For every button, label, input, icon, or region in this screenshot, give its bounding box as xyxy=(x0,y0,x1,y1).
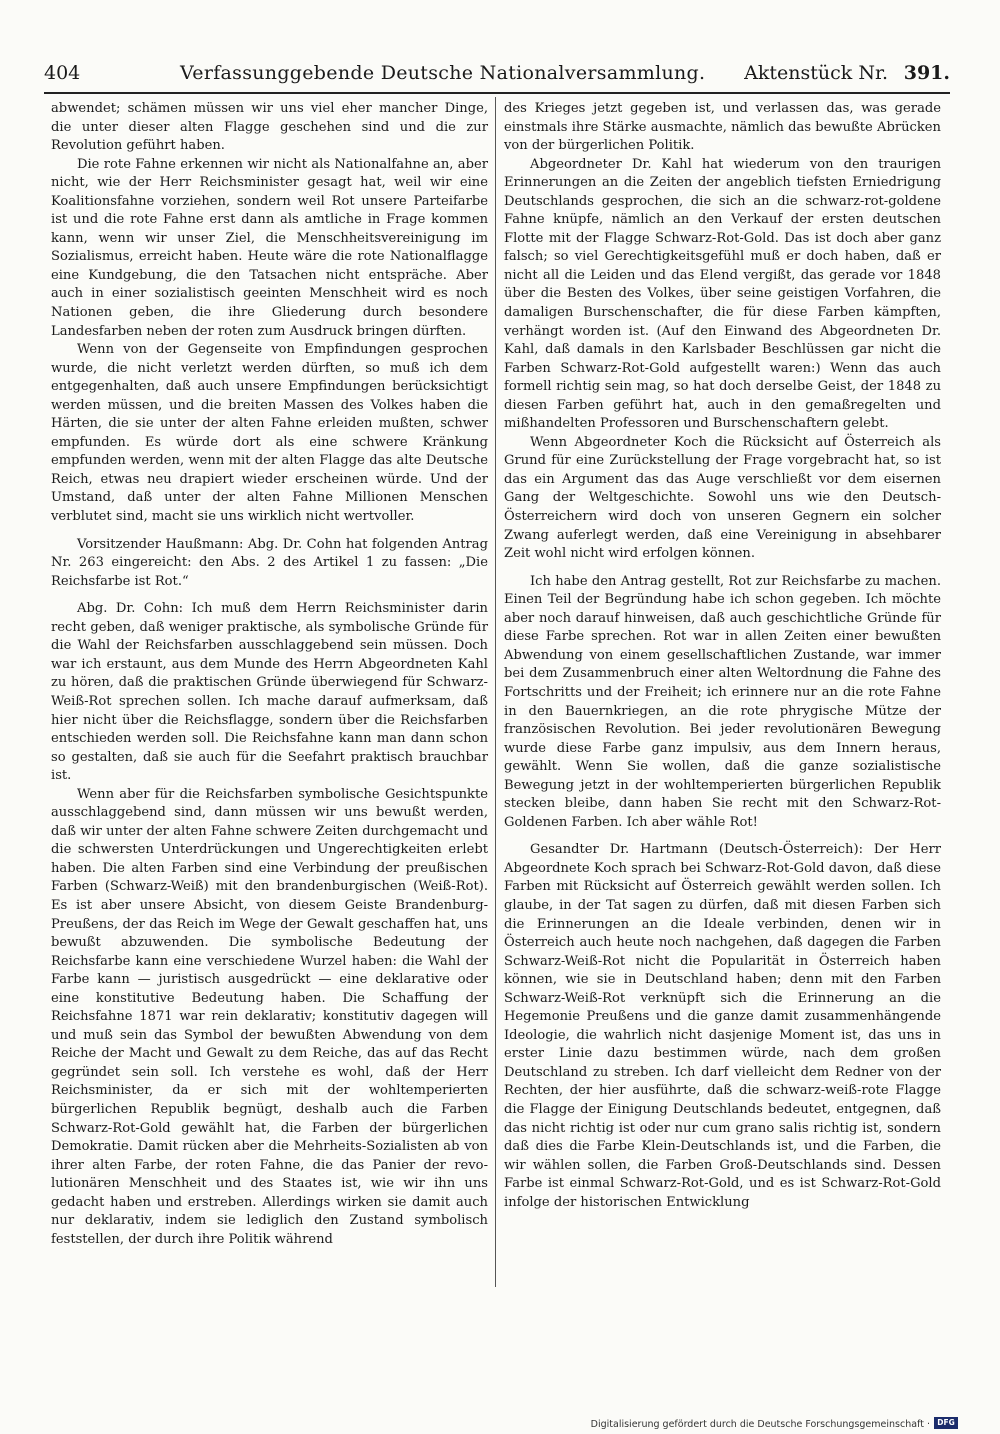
page-header xyxy=(44,58,950,88)
paragraph: abwendet; schämen müssen wir uns viel eher mancher Dinge, die unter dieser alten Flagge geschehen sind und die zur Revolution geführt haben. xyxy=(51,101,488,154)
document-label: Aktenstück Nr. xyxy=(744,62,888,84)
column-divider xyxy=(495,97,496,1287)
paragraph: Vorsitzender Haußmann: Abg. Dr. Cohn hat folgenden Antrag Nr. 263 eingereicht: den Abs. 2 des Artikel 1 zu fassen: „Die Reichsfarbe ist Rot.“ xyxy=(51,536,488,589)
paragraph: des Krieges jetzt gegeben ist, und verlassen das, was gerade einstmals ihre Stärke ausmachte, nämlich das bewußte Abrücken von der bürgerlichen Politik. xyxy=(504,101,941,154)
paragraph: Abgeordneter Dr. Kahl hat wiederum von den traurigen Erinnerungen an die Zeiten der angeblich tiefsten Erniedrigung Deutschlands gesprochen, die sich an die schwarz-rot-goldene Fahne knüpfe, nämlich an den Verkauf der ersten deutschen Flotte mit der Flagge Schwarz-Rot-Gold. Das ist doch aber ganz falsch; so viel Gerechtigkeitsgefühl muß er doch haben, daß er nicht all die Leiden und das Elend vergißt, das gerade vor 1848 über die Besten des Volkes, über seine geistigen Vorfahren, die damaligen Burschenschafter, die für diese Farben kämpften, verhängt worden ist. (Auf den Einwand des Abgeordneten Dr. Kahl, daß damals in den Karlsbader Beschlüssen gar nicht die Farben Schwarz-Rot-Gold aufgestellt waren:) Wenn das auch formell richtig sein mag, so hat doch derselbe Geist, der 1848 zu diesen Farben geführt hat, auch in den gemaßregelten und mißhandelten Professoren und Burschenschaftern gelebt. xyxy=(504,156,941,432)
header-rule xyxy=(44,92,950,94)
paragraph: Wenn von der Gegenseite von Empfindungen gesprochen wurde, die nicht verletzt werden dürften, so muß ich dem entgegenhalten, daß auch unsere Empfindungen berücksichtigt werden müssen, und die breiten Massen des Volkes haben die Härten, die sie unter der alten Fahne erleiden mußten, schwer empfunden. Es würde dort als eine schwere Kränkung empfunden werden, wenn mit der alten Flagge das alte Deutsche Reich, etwas neu drapiert wieder erscheinen würde. Und der Umstand, daß unter der alten Fahne Millionen Menschen verblutet sind, macht sie uns wirklich nicht wertvoller. xyxy=(51,342,488,525)
paragraph: Gesandter Dr. Hartmann (Deutsch-Österreich): Der Herr Abgeordnete Koch sprach bei Schwarz-Rot-Gold davon, daß diese Farben mit Rücksicht auf Österreich gewählt werden sollen. Ich glaube, in der Tat sagen zu dürfen, daß mit diesen Farben sich die Erinnerungen an die Ideale verbinden, denen wir in Österreich auch heute noch nachgehen, daß dagegen die Farben Schwarz-Weiß-Rot nicht die Popularität in Österreich haben können, wie sie in Deutschland haben; denn mit den Farben Schwarz-Weiß-Rot verknüpft sich die Erinnerung an die Hegemonie Preußens und die ganze damit zusammenhängende Ideologie, die wahrlich nicht dasjenige Moment ist, das uns in erster Linie dazu bestimmen würde, nach dem großen Deutschland zu streben. Ich darf vielleicht dem Redner von der Rechten, der hier ausführte, daß die schwarz-weiß-rote Flagge die Flagge der Einigung Deutschlands bedeutet, entgegnen, daß das nicht richtig ist oder nur cum grano salis richtig ist, sondern daß dies die Farbe Klein-Deutschlands ist, und die Farben, die wir wählen sollen, die Farben Groß-Deutschlands sind. Dessen Farbe ist einmal Schwarz-Rot-Gold, und es ist Schwarz-Rot-Gold infolge der historischen Entwicklung xyxy=(504,842,941,1210)
paragraph: Wenn aber für die Reichsfarben symbolische Gesichtspunkte ausschlaggebend sind, dann müssen wir uns bewußt werden, daß wir unter der alten Fahne schwere Zeiten durchgemacht und die schwersten Unterdrückungen und Ungerechtigkeiten erlebt haben. Die alten Farben sind eine Verbindung der preußischen Farben (Schwarz-Weiß) mit den brandenburgischen (Weiß-Rot). Es ist aber unsere Absicht, von diesem Geiste Brandenburg-Preußens, der das Reich im Wege der Gewalt geschaffen hat, uns bewußt abzuwenden. Die symbolische Bedeutung der Reichsfarbe kann eine verschiedene Wurzel haben: die Wahl der Farbe kann — juristisch ausgedrückt — eine deklarative oder eine konstitutive Bedeutung haben. Die Schaffung der Reichsfahne 1871 war rein deklarativ; konstitutiv dagegen will und muß sein das Symbol der bewußten Abwendung von dem Reiche der Macht und Gewalt zu dem Reiche, das auf das Recht gegründet sein soll. Ich verstehe es wohl, daß der Herr Reichsminister, da er sich mit der wohltemperierten bürgerlichen Republik begnügt, deshalb auch die Farben Schwarz-Rot-Gold gewählt hat, die Farben der bürgerlichen Demokratie. Damit rücken aber die Mehrheits-Sozialisten ab von ihrer alten Farbe, der roten Fahne, die das Panier der revolutionären Menschheit und des Staates ist, wie wir ihn uns gedacht haben und erstreben. Allerdings wirken sie damit auch nur deklarativ, indem sie lediglich den Zustand symbolisch feststellen, der durch ihre Politik während xyxy=(51,786,488,1247)
right-column xyxy=(504,100,941,1212)
digitization-credit: Digitalisierung gefördert durch die Deutsche Forschungsgemeinschaft · xyxy=(590,1419,930,1430)
paragraph: Abg. Dr. Cohn: Ich muß dem Herrn Reichsminister darin recht geben, daß weniger praktische, als symbolische Gründe für die Wahl der Reichsfarben ausschlaggebend sein müssen. Doch war ich erstaunt, aus dem Munde des Herrn Abgeordneten Kahl zu hören, daß die praktischen Gründe überwiegend für Schwarz-Weiß-Rot sprechen sollen. Ich mache darauf aufmerksam, daß hier nicht über die Reichsflagge, sondern über die Reichsfarben entschieden werden soll. Die Reichsfahne kann man dann schon so gestalten, daß sie auch für die Seefahrt praktisch brauchbar ist. xyxy=(51,601,488,784)
paragraph: Die rote Fahne erkennen wir nicht als Nationalfahne an, aber nicht, wie der Herr Reichsminister gesagt hat, weil wir eine Koalitionsfahne vorziehen, sondern weil Rot unsere Parteifarbe ist und die rote Fahne erst dann als amtliche in Frage kommen kann, wenn wir unser Ziel, die Menschheitsvereinigung im Sozialismus, erreicht haben. Heute wäre die rote Nationalflagge eine Kundgebung, die den Tatsachen nicht entspräche. Aber auch in einer sozialistisch geeinten Menschheit wird es noch Nationen geben, die ihre Gliederung durch besondere Landesfarben neben der roten zum Ausdruck bringen dürften. xyxy=(51,156,488,339)
document-number: 391. xyxy=(903,62,950,84)
running-title: Verfassunggebende Deutsche Nationalversammlung. xyxy=(180,62,706,84)
left-column xyxy=(51,100,488,1249)
dfg-logo-icon: DFG xyxy=(934,1417,958,1429)
paragraph: Wenn Abgeordneter Koch die Rücksicht auf Österreich als Grund für eine Zurückstellung der Frage vorgebracht hat, so ist das ein Argument das das Auge verschließt vor dem eisernen Gang der Weltgeschichte. Sowohl uns wie den Deutsch-Österreichern wird doch von unseren Gegnern ein solcher Zwang auferlegt werden, daß eine Vereinigung in absehbarer Zeit wohl nicht wird erfolgen können. xyxy=(504,434,941,562)
paragraph: Ich habe den Antrag gestellt, Rot zur Reichsfarbe zu machen. Einen Teil der Begründung habe ich schon gegeben. Ich möchte aber noch darauf hinweisen, daß auch geschichtliche Gründe für diese Farbe sprechen. Rot war in allen Zeiten einer bewußten Abwendung von einem gesellschaftlichen Zustande, war immer bei dem Zusammenbruch einer alten Weltordnung die Fahne des Fortschritts und der Freiheit; ich erinnere nur an die rote Fahne in den Bauernkriegen, an die rote phrygische Mütze der französischen Revolution. Bei jeder revolutionären Bewegung wurde diese Farbe ganz impulsiv, aus dem Innern heraus, gewählt. Wenn Sie wollen, daß die ganze sozialistische Bewegung jetzt in der wohltemperierten bürgerlichen Republik stecken bleibe, dann haben Sie recht mit den Schwarz-Rot-Goldenen Farben. Ich aber wähle Rot! xyxy=(504,573,941,830)
page-number: 404 xyxy=(44,62,81,84)
